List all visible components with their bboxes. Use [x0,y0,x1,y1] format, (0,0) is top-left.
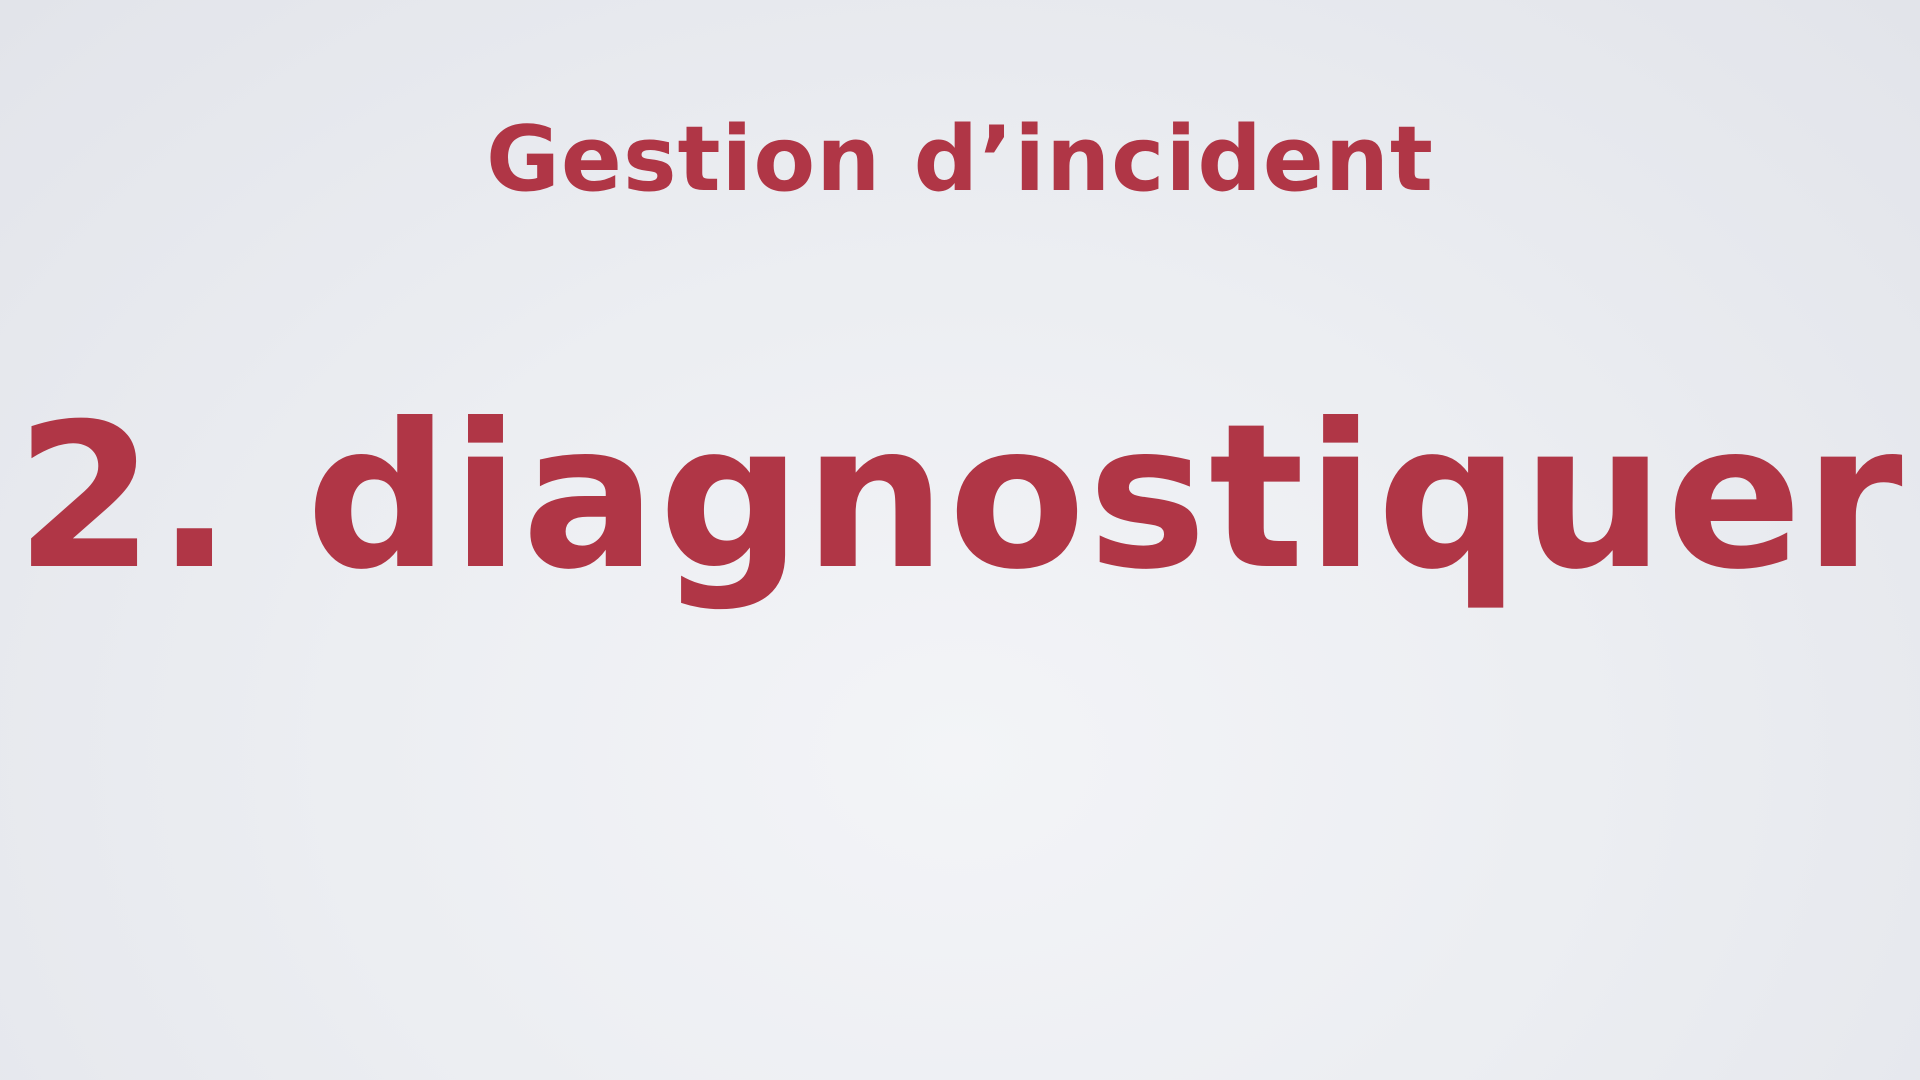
slide-title: Gestion d’incident [486,107,1434,212]
slide-heading: 2. diagnostiquer [15,381,1905,614]
